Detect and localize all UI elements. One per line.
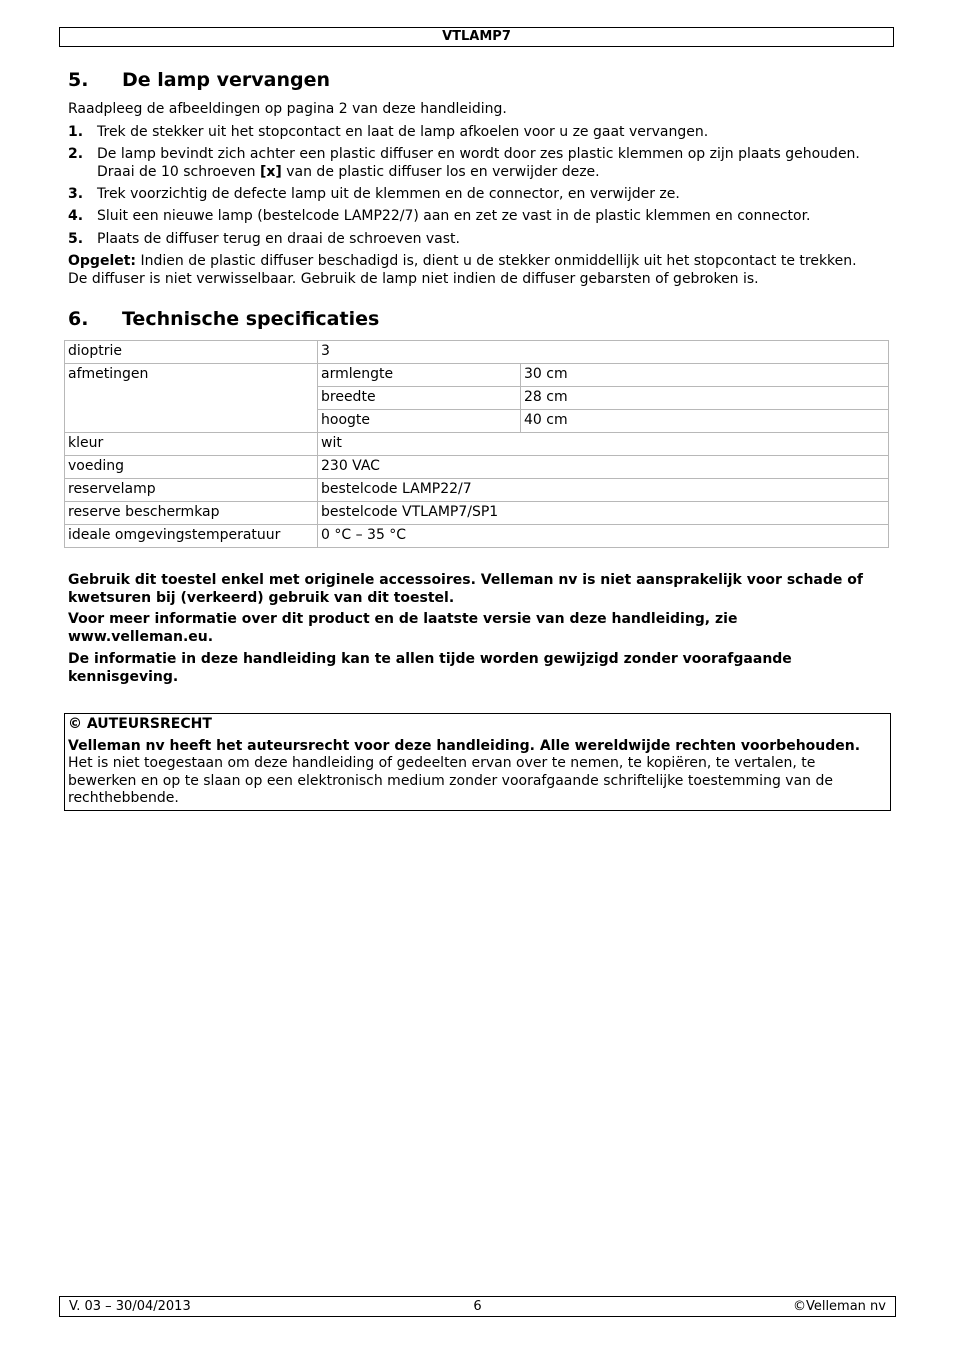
spec-value: 28 cm — [521, 387, 889, 410]
step-number: 1. — [68, 124, 84, 140]
step-1 — [68, 124, 898, 142]
table-row — [65, 433, 889, 456]
website-link[interactable]: www.velleman.eu. — [68, 628, 214, 645]
table-row — [65, 502, 889, 525]
figure-ref: [x] — [259, 163, 282, 180]
section-6-title: Technische specificaties — [122, 308, 380, 330]
notice-changes — [68, 651, 898, 686]
spec-label: voeding — [65, 456, 318, 479]
footer-company: ©Velleman nv — [792, 1299, 886, 1314]
spec-label: kleur — [65, 433, 318, 456]
spec-sublabel: armlengte — [318, 364, 521, 387]
table-row — [65, 364, 889, 387]
warning-line-1: Indien de plastic diffuser beschadigd is, dient u de stekker onmiddellijk uit het stopcontact te trekken. — [136, 253, 857, 269]
spec-label: afmetingen — [65, 364, 318, 433]
step-text: Plaats de diffuser terug en draai de schroeven vast. — [97, 231, 460, 247]
warning-label: Opgelet: — [68, 253, 137, 269]
section-5-heading — [68, 68, 330, 92]
step-text-line-1: De lamp bevindt zich achter een plastic diffuser en wordt door zes plastic klemmen op zijn plaats gehouden. — [97, 146, 860, 162]
step-number: 4. — [68, 208, 84, 224]
step-text-line-2 — [97, 164, 898, 182]
step-number: 3. — [68, 186, 84, 202]
spec-value: 0 °C – 35 °C — [318, 525, 889, 548]
spec-sublabel: breedte — [318, 387, 521, 410]
notice-line: kwetsuren bij (verkeerd) gebruik van dit toestel. — [68, 589, 455, 606]
step-text-pre: Draai de 10 schroeven — [97, 163, 260, 180]
copyright-line: Het is niet toegestaan om deze handleiding of gedeelten ervan over te nemen, te kopiëren, te vertalen, te — [68, 755, 816, 771]
spec-value: 40 cm — [521, 410, 889, 433]
step-text: Sluit een nieuwe lamp (bestelcode LAMP22/7) aan en zet ze vast in de plastic klemmen en connector. — [97, 208, 811, 224]
spec-value: bestelcode VTLAMP7/SP1 — [318, 502, 889, 525]
step-5 — [68, 231, 898, 249]
step-3 — [68, 186, 898, 204]
step-text: Trek voorzichtig de defecte lamp uit de klemmen en de connector, en verwijder ze. — [97, 186, 680, 202]
spec-value: 3 — [318, 341, 889, 364]
notice-line: De informatie in deze handleiding kan te allen tijde worden gewijzigd zonder voorafgaande — [68, 651, 792, 667]
notice-accessories — [68, 572, 898, 607]
spec-value: 30 cm — [521, 364, 889, 387]
spec-label: ideale omgevingstemperatuur — [65, 525, 318, 548]
section-6-heading — [68, 307, 379, 331]
spec-value: 230 VAC — [318, 456, 889, 479]
section-5-title: De lamp vervangen — [122, 69, 331, 91]
notice-line: Voor meer informatie over dit product en de laatste versie van deze handleiding, zie — [68, 611, 738, 627]
spec-table — [64, 340, 889, 548]
notice-line: kennisgeving. — [68, 668, 179, 685]
step-2 — [68, 146, 898, 181]
spec-value: wit — [318, 433, 889, 456]
table-row — [65, 341, 889, 364]
notice-line: Gebruik dit toestel enkel met originele accessoires. Velleman nv is niet aansprakelijk voor schade of — [68, 572, 863, 588]
footer-page-number: 6 — [473, 1299, 482, 1314]
section-5-intro: Raadpleeg de afbeeldingen op pagina 2 van deze handleiding. — [68, 101, 507, 117]
step-4 — [68, 208, 898, 226]
copyright-title: © AUTEURSRECHT — [68, 716, 212, 732]
spec-label: reserve beschermkap — [65, 502, 318, 525]
notice-more-info — [68, 611, 898, 646]
spec-sublabel: hoogte — [318, 410, 521, 433]
step-number: 5. — [68, 231, 84, 247]
footer-version: V. 03 – 30/04/2013 — [69, 1299, 191, 1314]
table-row — [65, 456, 889, 479]
warning-line-2: De diffuser is niet verwisselbaar. Gebruik de lamp niet indien de diffuser gebarsten of gebroken is. — [68, 270, 759, 287]
spec-value: bestelcode LAMP22/7 — [318, 479, 889, 502]
copyright-box — [64, 713, 891, 811]
copyright-bold-line: Velleman nv heeft het auteursrecht voor deze handleiding. Alle wereldwijde rechten voorbehouden. — [68, 737, 861, 754]
table-row — [65, 525, 889, 548]
step-text-post: van de plastic diffuser los en verwijder deze. — [281, 163, 600, 180]
page-header — [59, 27, 894, 47]
warning-note — [68, 253, 898, 288]
section-5-number: 5. — [68, 69, 89, 91]
spec-label: reservelamp — [65, 479, 318, 502]
table-row — [65, 479, 889, 502]
section-6-number: 6. — [68, 308, 89, 330]
copyright-line: rechthebbende. — [68, 790, 179, 806]
header-title: VTLAMP7 — [442, 29, 511, 44]
step-number: 2. — [68, 146, 84, 162]
copyright-line: bewerken en op te slaan op een elektronisch medium zonder voorafgaande schriftelijke toestemming van de — [68, 772, 833, 789]
step-text: Trek de stekker uit het stopcontact en laat de lamp afkoelen voor u ze gaat vervangen. — [97, 124, 709, 140]
spec-label: dioptrie — [65, 341, 318, 364]
page-footer — [59, 1296, 896, 1317]
